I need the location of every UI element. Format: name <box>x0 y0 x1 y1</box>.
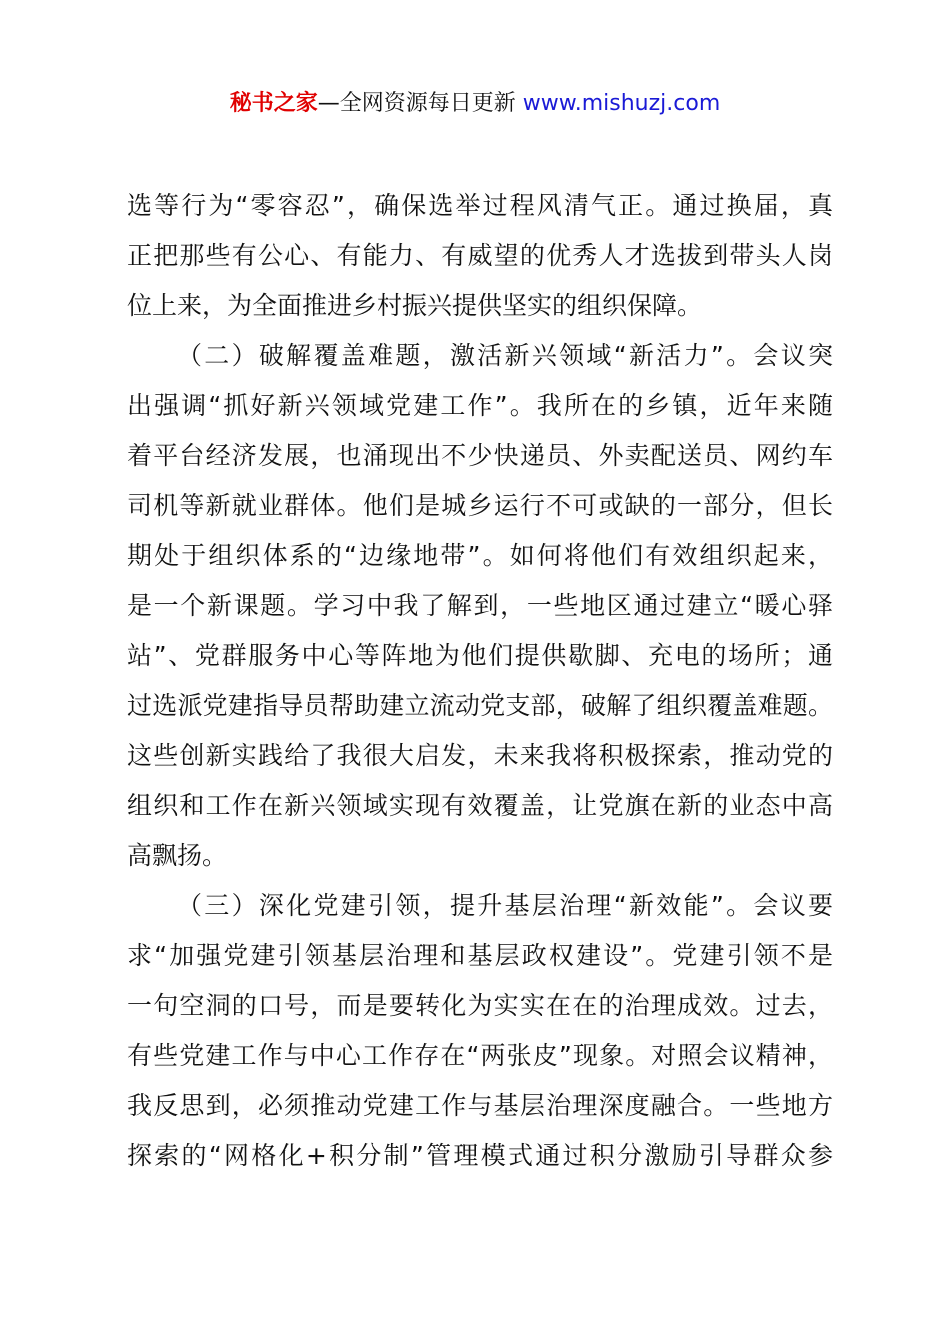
text-line: 高飘扬。 <box>127 841 228 870</box>
text-line: 一句空洞的口号，而是要转化为实实在在的治理成效。过去， <box>127 991 833 1020</box>
text-line: 出强调“抓好新兴领域党建工作”。我所在的乡镇，近年来随 <box>127 391 833 420</box>
text-line: 组织和工作在新兴领域实现有效覆盖，让党旗在新的业态中高 <box>127 791 833 820</box>
page-header <box>0 88 950 120</box>
text-line: 着平台经济发展，也涌现出不少快递员、外卖配送员、网约车 <box>127 441 833 470</box>
text-line: 探索的“网格化+积分制”管理模式通过积分激励引导群众参 <box>127 1141 833 1170</box>
section-heading-line: （二）破解覆盖难题，激活新兴领域“新活力”。会议突 <box>177 341 833 370</box>
text-line: 正把那些有公心、有能力、有威望的优秀人才选拔到带头人岗 <box>127 241 833 270</box>
header-tagline: —全网资源每日更新 <box>317 91 516 116</box>
text-line: 我反思到，必须推动党建工作与基层治理深度融合。一些地方 <box>127 1091 833 1120</box>
website-link[interactable]: www.mishuzj.com <box>522 91 721 116</box>
text-line: 是一个新课题。学习中我了解到，一些地区通过建立“暖心驿 <box>127 591 833 620</box>
brand-name: 秘书之家 <box>229 91 318 116</box>
text-line: 这些创新实践给了我很大启发，未来我将积极探索，推动党的 <box>127 741 833 770</box>
text-line: 期处于组织体系的“边缘地带”。如何将他们有效组织起来， <box>127 541 833 570</box>
text-line: 位上来，为全面推进乡村振兴提供坚实的组织保障。 <box>127 291 703 320</box>
text-line: 司机等新就业群体。他们是城乡运行不可或缺的一部分，但长 <box>127 491 833 520</box>
section-heading-line: （三）深化党建引领，提升基层治理“新效能”。会议要 <box>177 891 833 920</box>
text-line: 求“加强党建引领基层治理和基层政权建设”。党建引领不是 <box>127 941 833 970</box>
text-line: 有些党建工作与中心工作存在“两张皮”现象。对照会议精神， <box>127 1041 833 1070</box>
text-line: 站”、党群服务中心等阵地为他们提供歇脚、充电的场所；通 <box>127 641 833 670</box>
document-body <box>127 181 833 1181</box>
text-line: 过选派党建指导员帮助建立流动党支部，破解了组织覆盖难题。 <box>127 691 833 720</box>
text-line: 选等行为“零容忍”，确保选举过程风清气正。通过换届，真 <box>127 191 833 220</box>
